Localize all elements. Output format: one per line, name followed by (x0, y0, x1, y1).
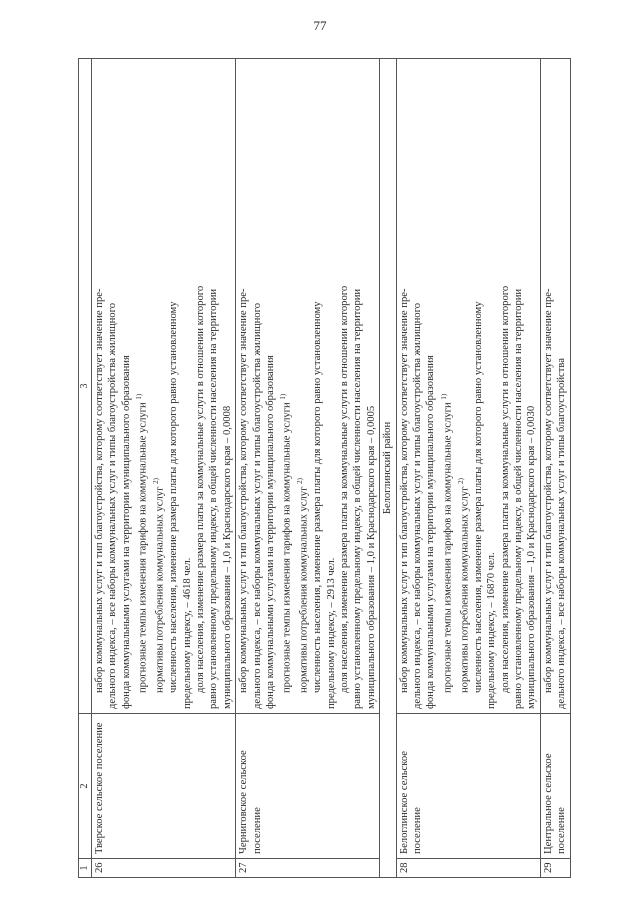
text-line: муниципального образования – 1,0 и Краснодарского края – 0,0008 (221, 405, 233, 709)
text-line: предельному индексу, – 16870 чел. (486, 552, 498, 709)
text-line: дельного индекса, – все наборы коммунальных услуг и типы благоустройства жилищного (251, 303, 263, 709)
row-number: 28 (396, 859, 540, 878)
header-col-1: 1 (79, 859, 92, 878)
text-line: фонда коммунальными услугами на территории муниципального образования (425, 355, 437, 709)
footnote-ref: 2) (152, 478, 161, 484)
page-number: 77 (313, 18, 327, 33)
text-line: численность населения, изменение размера платы для которого равно установленному (472, 301, 484, 693)
text-line: предельному индексу, – 4618 чел. (181, 557, 193, 709)
settlement-name: Белоглинское сельское поселение (396, 714, 540, 859)
text-line: доля населения, изменение размера платы за коммунальные услуги в отношении которого (194, 285, 206, 693)
text-line: набор коммунальных услуг и тип благоустройства, которому соответствует значение пре- (94, 288, 105, 693)
row-number: 29 (540, 859, 570, 878)
text-line: численность населения, изменение размера платы для которого равно установленному (168, 301, 180, 693)
row-description (540, 59, 570, 714)
text-line: дельного индекса, – все наборы коммунальных услуг и типы благоустройства жилищного (412, 303, 424, 709)
region-heading: Белоглинский район (380, 59, 396, 878)
text-line: набор коммунальных услуг и тип благоустройства, которому соответствует значение пре- (238, 288, 250, 693)
row-number: 26 (92, 859, 236, 878)
footnote-ref: 2) (456, 478, 465, 484)
text-line: численность населения, изменение размера платы для которого равно установленному (312, 301, 324, 693)
settlement-name: Тверское сельское поселение (92, 714, 236, 859)
row-number: 27 (236, 859, 380, 878)
text-line: дельного индекса, – все наборы коммунальных услуг и типы благоустройства жилищного (107, 303, 119, 709)
table-row (540, 59, 570, 878)
text-line: прогнозные темпы изменения тарифов на коммунальные услуги $^{1)}$ (279, 393, 293, 693)
row-description (92, 59, 236, 714)
text-line: предельному индексу, – 2913 чел. (325, 557, 337, 709)
text-line: дельного индекса, – все наборы коммунальных услуг и типы благоустройства (556, 358, 568, 709)
footnote-ref: 1) (279, 393, 288, 400)
text-line: фонда коммунальными услугами на территории муниципального образования (120, 355, 132, 709)
text-line: доля населения, изменение размера платы за коммунальные услуги в отношении которого (499, 285, 511, 693)
header-col-3: 3 (79, 59, 92, 714)
header-col-2: 2 (79, 714, 92, 859)
data-table (78, 58, 571, 878)
text-line: фонда коммунальными услугами на территории муниципального образования (264, 355, 276, 709)
rotated-table-container (78, 58, 634, 878)
table-row (396, 59, 540, 878)
text-line: равно установленному предельному индексу, в общей численности населения на территории (352, 288, 364, 709)
row-description (396, 59, 540, 714)
table-header-row (79, 59, 92, 878)
text-line: муниципального образования – 1,0 и Краснодарского края – 0,0005 (365, 405, 377, 709)
text-line: прогнозные темпы изменения тарифов на коммунальные услуги $^{1)}$ (439, 393, 454, 693)
text-line: нормативы потребления коммунальных услуг $^{2)}$ (296, 478, 310, 693)
footnote-ref: 2) (296, 478, 305, 484)
settlement-name: Черниговское сельское поселение (236, 714, 380, 859)
table-row (92, 59, 236, 878)
settlement-name: Центральное сельское поселение (540, 714, 570, 859)
text-line: равно установленному предельному индексу, в общей численности населения на территории (208, 288, 220, 709)
region-row (380, 59, 396, 878)
text-line: доля населения, изменение размера платы за коммунальные услуги в отношении которого (339, 285, 351, 693)
footnote-ref: 1) (439, 393, 448, 400)
text-line: набор коммунальных услуг и тип благоустройства, которому соответствует значение пре- (398, 288, 410, 693)
text-line: нормативы потребления коммунальных услуг $^{2)}$ (456, 478, 471, 693)
text-line: набор коммунальных услуг и тип благоустройства, которому соответствует значение пре- (542, 288, 554, 693)
footnote-ref: 1) (135, 393, 144, 400)
row-description (236, 59, 380, 714)
text-line: прогнозные темпы изменения тарифов на коммунальные услуги $^{1)}$ (135, 393, 149, 693)
text-line: нормативы потребления коммунальных услуг $^{2)}$ (152, 478, 166, 693)
text-line: равно установленному предельному индексу, в общей численности населения на территории (512, 288, 524, 709)
table-row (236, 59, 380, 878)
text-line: муниципального образования – 1,0 и Краснодарского края – 0,0030 (526, 405, 538, 709)
